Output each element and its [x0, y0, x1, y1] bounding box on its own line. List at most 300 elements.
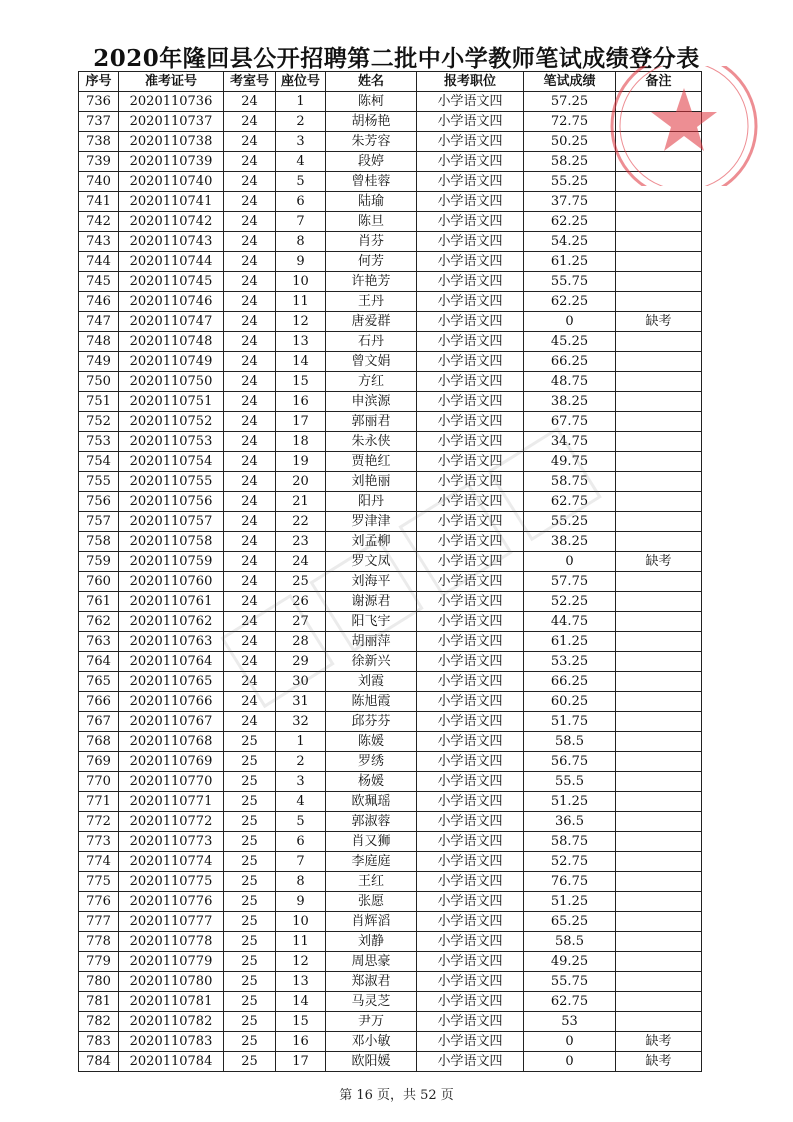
cell-position: 小学语文四	[417, 532, 524, 552]
cell-exam-id: 2020110748	[119, 332, 224, 352]
cell-seq: 750	[79, 372, 119, 392]
cell-name: 陈媛	[326, 732, 417, 752]
cell-exam-id: 2020110761	[119, 592, 224, 612]
header-name: 姓名	[326, 72, 417, 92]
cell-seq: 762	[79, 612, 119, 632]
cell-note	[616, 572, 702, 592]
cell-seq: 760	[79, 572, 119, 592]
cell-seat: 24	[276, 552, 326, 572]
cell-name: 朱芳容	[326, 132, 417, 152]
cell-room: 24	[224, 232, 276, 252]
cell-room: 25	[224, 752, 276, 772]
cell-position: 小学语文四	[417, 272, 524, 292]
cell-position: 小学语文四	[417, 472, 524, 492]
cell-room: 25	[224, 1012, 276, 1032]
table-row	[79, 452, 702, 472]
cell-room: 24	[224, 92, 276, 112]
cell-position: 小学语文四	[417, 912, 524, 932]
cell-position: 小学语文四	[417, 832, 524, 852]
cell-note: 缺考	[616, 312, 702, 332]
cell-note	[616, 752, 702, 772]
table-row	[79, 1052, 702, 1072]
cell-seq: 775	[79, 872, 119, 892]
cell-score: 58.75	[524, 472, 616, 492]
cell-name: 肖辉滔	[326, 912, 417, 932]
cell-seat: 17	[276, 412, 326, 432]
cell-note	[616, 272, 702, 292]
cell-position: 小学语文四	[417, 672, 524, 692]
cell-note	[616, 912, 702, 932]
table-row	[79, 732, 702, 752]
table-row	[79, 632, 702, 652]
cell-seat: 14	[276, 992, 326, 1012]
cell-seat: 5	[276, 812, 326, 832]
cell-note: 缺考	[616, 1032, 702, 1052]
cell-position: 小学语文四	[417, 892, 524, 912]
cell-score: 53	[524, 1012, 616, 1032]
header-seat: 座位号	[276, 72, 326, 92]
cell-room: 24	[224, 452, 276, 472]
cell-exam-id: 2020110763	[119, 632, 224, 652]
cell-note	[616, 632, 702, 652]
cell-seq: 768	[79, 732, 119, 752]
page-title: 2020年隆回县公开招聘第二批中小学教师笔试成绩登分表	[93, 45, 700, 72]
cell-name: 刘艳丽	[326, 472, 417, 492]
cell-seq: 744	[79, 252, 119, 272]
cell-seat: 32	[276, 712, 326, 732]
table-row	[79, 912, 702, 932]
cell-note	[616, 472, 702, 492]
cell-room: 25	[224, 932, 276, 952]
cell-room: 24	[224, 112, 276, 132]
table-row	[79, 432, 702, 452]
table-row	[79, 312, 702, 332]
cell-name: 刘孟柳	[326, 532, 417, 552]
cell-score: 66.25	[524, 672, 616, 692]
cell-name: 欧珮瑶	[326, 792, 417, 812]
table-row	[79, 792, 702, 812]
cell-seq: 739	[79, 152, 119, 172]
table-row	[79, 152, 702, 172]
cell-room: 25	[224, 852, 276, 872]
cell-note	[616, 672, 702, 692]
cell-name: 陈旦	[326, 212, 417, 232]
cell-room: 24	[224, 372, 276, 392]
cell-seq: 779	[79, 952, 119, 972]
cell-name: 肖又狮	[326, 832, 417, 852]
table-row	[79, 212, 702, 232]
cell-exam-id: 2020110778	[119, 932, 224, 952]
cell-seat: 29	[276, 652, 326, 672]
cell-position: 小学语文四	[417, 572, 524, 592]
cell-score: 76.75	[524, 872, 616, 892]
cell-seq: 776	[79, 892, 119, 912]
cell-room: 25	[224, 1052, 276, 1072]
table-row	[79, 412, 702, 432]
table-row	[79, 232, 702, 252]
cell-seq: 753	[79, 432, 119, 452]
cell-position: 小学语文四	[417, 852, 524, 872]
cell-seat: 1	[276, 732, 326, 752]
cell-score: 61.25	[524, 632, 616, 652]
cell-seat: 11	[276, 932, 326, 952]
cell-seat: 16	[276, 1032, 326, 1052]
cell-position: 小学语文四	[417, 552, 524, 572]
cell-seat: 15	[276, 1012, 326, 1032]
cell-exam-id: 2020110766	[119, 692, 224, 712]
cell-seq: 743	[79, 232, 119, 252]
cell-seq: 773	[79, 832, 119, 852]
cell-score: 48.75	[524, 372, 616, 392]
cell-position: 小学语文四	[417, 432, 524, 452]
cell-score: 52.25	[524, 592, 616, 612]
cell-room: 24	[224, 392, 276, 412]
cell-room: 24	[224, 652, 276, 672]
cell-score: 55.75	[524, 972, 616, 992]
cell-note	[616, 872, 702, 892]
cell-seq: 778	[79, 932, 119, 952]
cell-name: 陆瑜	[326, 192, 417, 212]
cell-seq: 771	[79, 792, 119, 812]
cell-seat: 6	[276, 832, 326, 852]
cell-position: 小学语文四	[417, 1032, 524, 1052]
cell-score: 50.25	[524, 132, 616, 152]
cell-exam-id: 2020110765	[119, 672, 224, 692]
cell-name: 尹万	[326, 1012, 417, 1032]
cell-score: 61.25	[524, 252, 616, 272]
table-row	[79, 472, 702, 492]
cell-seq: 764	[79, 652, 119, 672]
cell-note	[616, 512, 702, 532]
cell-exam-id: 2020110783	[119, 1032, 224, 1052]
cell-exam-id: 2020110772	[119, 812, 224, 832]
cell-seat: 13	[276, 972, 326, 992]
cell-seq: 745	[79, 272, 119, 292]
cell-exam-id: 2020110780	[119, 972, 224, 992]
table-row	[79, 572, 702, 592]
cell-note	[616, 192, 702, 212]
cell-seq: 746	[79, 292, 119, 312]
cell-exam-id: 2020110767	[119, 712, 224, 732]
header-exam-id: 准考证号	[119, 72, 224, 92]
cell-seat: 12	[276, 952, 326, 972]
cell-seq: 770	[79, 772, 119, 792]
header-room: 考室号	[224, 72, 276, 92]
cell-seq: 755	[79, 472, 119, 492]
cell-name: 段婷	[326, 152, 417, 172]
table-row	[79, 272, 702, 292]
cell-name: 罗津津	[326, 512, 417, 532]
cell-seq: 741	[79, 192, 119, 212]
cell-room: 24	[224, 132, 276, 152]
cell-note: 缺考	[616, 552, 702, 572]
cell-score: 51.25	[524, 892, 616, 912]
cell-position: 小学语文四	[417, 1052, 524, 1072]
cell-score: 34.75	[524, 432, 616, 452]
cell-seq: 784	[79, 1052, 119, 1072]
cell-note	[616, 252, 702, 272]
table-row	[79, 832, 702, 852]
cell-seat: 30	[276, 672, 326, 692]
cell-name: 杨媛	[326, 772, 417, 792]
cell-position: 小学语文四	[417, 872, 524, 892]
cell-exam-id: 2020110781	[119, 992, 224, 1012]
cell-seat: 5	[276, 172, 326, 192]
cell-seat: 8	[276, 232, 326, 252]
cell-position: 小学语文四	[417, 312, 524, 332]
cell-seq: 765	[79, 672, 119, 692]
cell-exam-id: 2020110777	[119, 912, 224, 932]
table-row	[79, 92, 702, 112]
cell-name: 徐新兴	[326, 652, 417, 672]
cell-room: 24	[224, 172, 276, 192]
cell-score: 55.5	[524, 772, 616, 792]
cell-seq: 767	[79, 712, 119, 732]
cell-room: 24	[224, 192, 276, 212]
cell-name: 郑淑君	[326, 972, 417, 992]
cell-name: 唐爱群	[326, 312, 417, 332]
cell-seat: 4	[276, 152, 326, 172]
cell-note	[616, 592, 702, 612]
cell-position: 小学语文四	[417, 972, 524, 992]
cell-name: 王红	[326, 872, 417, 892]
cell-room: 24	[224, 212, 276, 232]
cell-score: 62.75	[524, 492, 616, 512]
cell-note	[616, 792, 702, 812]
table-row	[79, 672, 702, 692]
cell-note	[616, 992, 702, 1012]
cell-seat: 18	[276, 432, 326, 452]
cell-exam-id: 2020110759	[119, 552, 224, 572]
cell-name: 何芳	[326, 252, 417, 272]
cell-exam-id: 2020110738	[119, 132, 224, 152]
cell-position: 小学语文四	[417, 172, 524, 192]
cell-score: 55.25	[524, 512, 616, 532]
cell-seat: 20	[276, 472, 326, 492]
cell-name: 阳丹	[326, 492, 417, 512]
cell-score: 54.25	[524, 232, 616, 252]
cell-seq: 751	[79, 392, 119, 412]
cell-note	[616, 112, 702, 132]
cell-exam-id: 2020110752	[119, 412, 224, 432]
cell-score: 65.25	[524, 912, 616, 932]
cell-note	[616, 372, 702, 392]
cell-room: 24	[224, 412, 276, 432]
cell-exam-id: 2020110753	[119, 432, 224, 452]
cell-seat: 26	[276, 592, 326, 612]
cell-note	[616, 92, 702, 112]
cell-name: 邱芬芬	[326, 712, 417, 732]
cell-position: 小学语文四	[417, 1012, 524, 1032]
cell-seat: 6	[276, 192, 326, 212]
cell-note	[616, 952, 702, 972]
cell-seq: 752	[79, 412, 119, 432]
cell-note	[616, 972, 702, 992]
cell-room: 25	[224, 972, 276, 992]
table-row	[79, 892, 702, 912]
cell-position: 小学语文四	[417, 812, 524, 832]
cell-room: 25	[224, 892, 276, 912]
cell-exam-id: 2020110775	[119, 872, 224, 892]
cell-position: 小学语文四	[417, 992, 524, 1012]
cell-score: 0	[524, 1032, 616, 1052]
header-seq: 序号	[79, 72, 119, 92]
cell-note	[616, 132, 702, 152]
cell-exam-id: 2020110755	[119, 472, 224, 492]
cell-position: 小学语文四	[417, 932, 524, 952]
cell-exam-id: 2020110779	[119, 952, 224, 972]
cell-score: 55.75	[524, 272, 616, 292]
cell-seq: 749	[79, 352, 119, 372]
cell-name: 刘静	[326, 932, 417, 952]
cell-name: 李庭庭	[326, 852, 417, 872]
cell-note	[616, 692, 702, 712]
cell-seat: 16	[276, 392, 326, 412]
cell-room: 25	[224, 732, 276, 752]
cell-position: 小学语文四	[417, 192, 524, 212]
cell-room: 25	[224, 872, 276, 892]
cell-exam-id: 2020110739	[119, 152, 224, 172]
cell-seq: 769	[79, 752, 119, 772]
cell-note	[616, 352, 702, 372]
cell-score: 37.75	[524, 192, 616, 212]
cell-note	[616, 332, 702, 352]
cell-name: 罗绣	[326, 752, 417, 772]
cell-score: 62.25	[524, 292, 616, 312]
cell-room: 24	[224, 312, 276, 332]
cell-exam-id: 2020110762	[119, 612, 224, 632]
cell-position: 小学语文四	[417, 332, 524, 352]
cell-name: 邓小敏	[326, 1032, 417, 1052]
cell-exam-id: 2020110757	[119, 512, 224, 532]
cell-name: 郭淑蓉	[326, 812, 417, 832]
cell-position: 小学语文四	[417, 252, 524, 272]
cell-seq: 782	[79, 1012, 119, 1032]
cell-exam-id: 2020110784	[119, 1052, 224, 1072]
table-row	[79, 1012, 702, 1032]
table-row	[79, 172, 702, 192]
cell-note	[616, 732, 702, 752]
cell-seq: 761	[79, 592, 119, 612]
cell-exam-id: 2020110754	[119, 452, 224, 472]
cell-seat: 23	[276, 532, 326, 552]
cell-position: 小学语文四	[417, 132, 524, 152]
cell-room: 24	[224, 492, 276, 512]
cell-exam-id: 2020110740	[119, 172, 224, 192]
cell-name: 方红	[326, 372, 417, 392]
cell-name: 陈旭霞	[326, 692, 417, 712]
cell-name: 贾艳红	[326, 452, 417, 472]
score-table	[78, 71, 702, 1072]
cell-position: 小学语文四	[417, 212, 524, 232]
cell-score: 72.75	[524, 112, 616, 132]
cell-room: 24	[224, 252, 276, 272]
cell-note: 缺考	[616, 1052, 702, 1072]
cell-name: 郭丽君	[326, 412, 417, 432]
cell-name: 马灵芝	[326, 992, 417, 1012]
cell-note	[616, 392, 702, 412]
cell-score: 49.75	[524, 452, 616, 472]
cell-room: 24	[224, 152, 276, 172]
cell-score: 44.75	[524, 612, 616, 632]
cell-note	[616, 152, 702, 172]
cell-position: 小学语文四	[417, 372, 524, 392]
cell-position: 小学语文四	[417, 632, 524, 652]
cell-seat: 15	[276, 372, 326, 392]
cell-room: 24	[224, 692, 276, 712]
cell-name: 申滨源	[326, 392, 417, 412]
cell-note	[616, 432, 702, 452]
table-row	[79, 952, 702, 972]
page-footer: 第 16 页，共 52 页	[339, 1088, 454, 1103]
cell-score: 55.25	[524, 172, 616, 192]
cell-score: 67.75	[524, 412, 616, 432]
cell-seat: 3	[276, 132, 326, 152]
table-row	[79, 712, 702, 732]
cell-seq: 777	[79, 912, 119, 932]
cell-seq: 763	[79, 632, 119, 652]
cell-seq: 766	[79, 692, 119, 712]
cell-name: 王丹	[326, 292, 417, 312]
cell-note	[616, 652, 702, 672]
table-row	[79, 512, 702, 532]
cell-score: 36.5	[524, 812, 616, 832]
cell-name: 石丹	[326, 332, 417, 352]
cell-score: 0	[524, 312, 616, 332]
cell-name: 刘霞	[326, 672, 417, 692]
cell-room: 24	[224, 532, 276, 552]
cell-note	[616, 892, 702, 912]
cell-seat: 4	[276, 792, 326, 812]
cell-note	[616, 1012, 702, 1032]
cell-seq: 754	[79, 452, 119, 472]
cell-score: 49.25	[524, 952, 616, 972]
cell-seat: 31	[276, 692, 326, 712]
cell-score: 58.5	[524, 732, 616, 752]
cell-position: 小学语文四	[417, 352, 524, 372]
header-note: 备注	[616, 72, 702, 92]
cell-seat: 14	[276, 352, 326, 372]
cell-room: 24	[224, 632, 276, 652]
cell-seq: 772	[79, 812, 119, 832]
cell-name: 陈柯	[326, 92, 417, 112]
table-row	[79, 192, 702, 212]
cell-score: 45.25	[524, 332, 616, 352]
cell-name: 周思豪	[326, 952, 417, 972]
cell-seq: 758	[79, 532, 119, 552]
cell-exam-id: 2020110758	[119, 532, 224, 552]
cell-seat: 1	[276, 92, 326, 112]
cell-score: 51.75	[524, 712, 616, 732]
table-row	[79, 852, 702, 872]
cell-position: 小学语文四	[417, 612, 524, 632]
cell-note	[616, 932, 702, 952]
cell-position: 小学语文四	[417, 752, 524, 772]
cell-position: 小学语文四	[417, 412, 524, 432]
cell-seat: 2	[276, 752, 326, 772]
cell-seat: 7	[276, 212, 326, 232]
table-row	[79, 332, 702, 352]
cell-exam-id: 2020110744	[119, 252, 224, 272]
table-row	[79, 392, 702, 412]
cell-note	[616, 772, 702, 792]
cell-note	[616, 172, 702, 192]
cell-name: 张愿	[326, 892, 417, 912]
cell-score: 58.5	[524, 932, 616, 952]
cell-exam-id: 2020110741	[119, 192, 224, 212]
cell-seq: 781	[79, 992, 119, 1012]
cell-position: 小学语文四	[417, 692, 524, 712]
